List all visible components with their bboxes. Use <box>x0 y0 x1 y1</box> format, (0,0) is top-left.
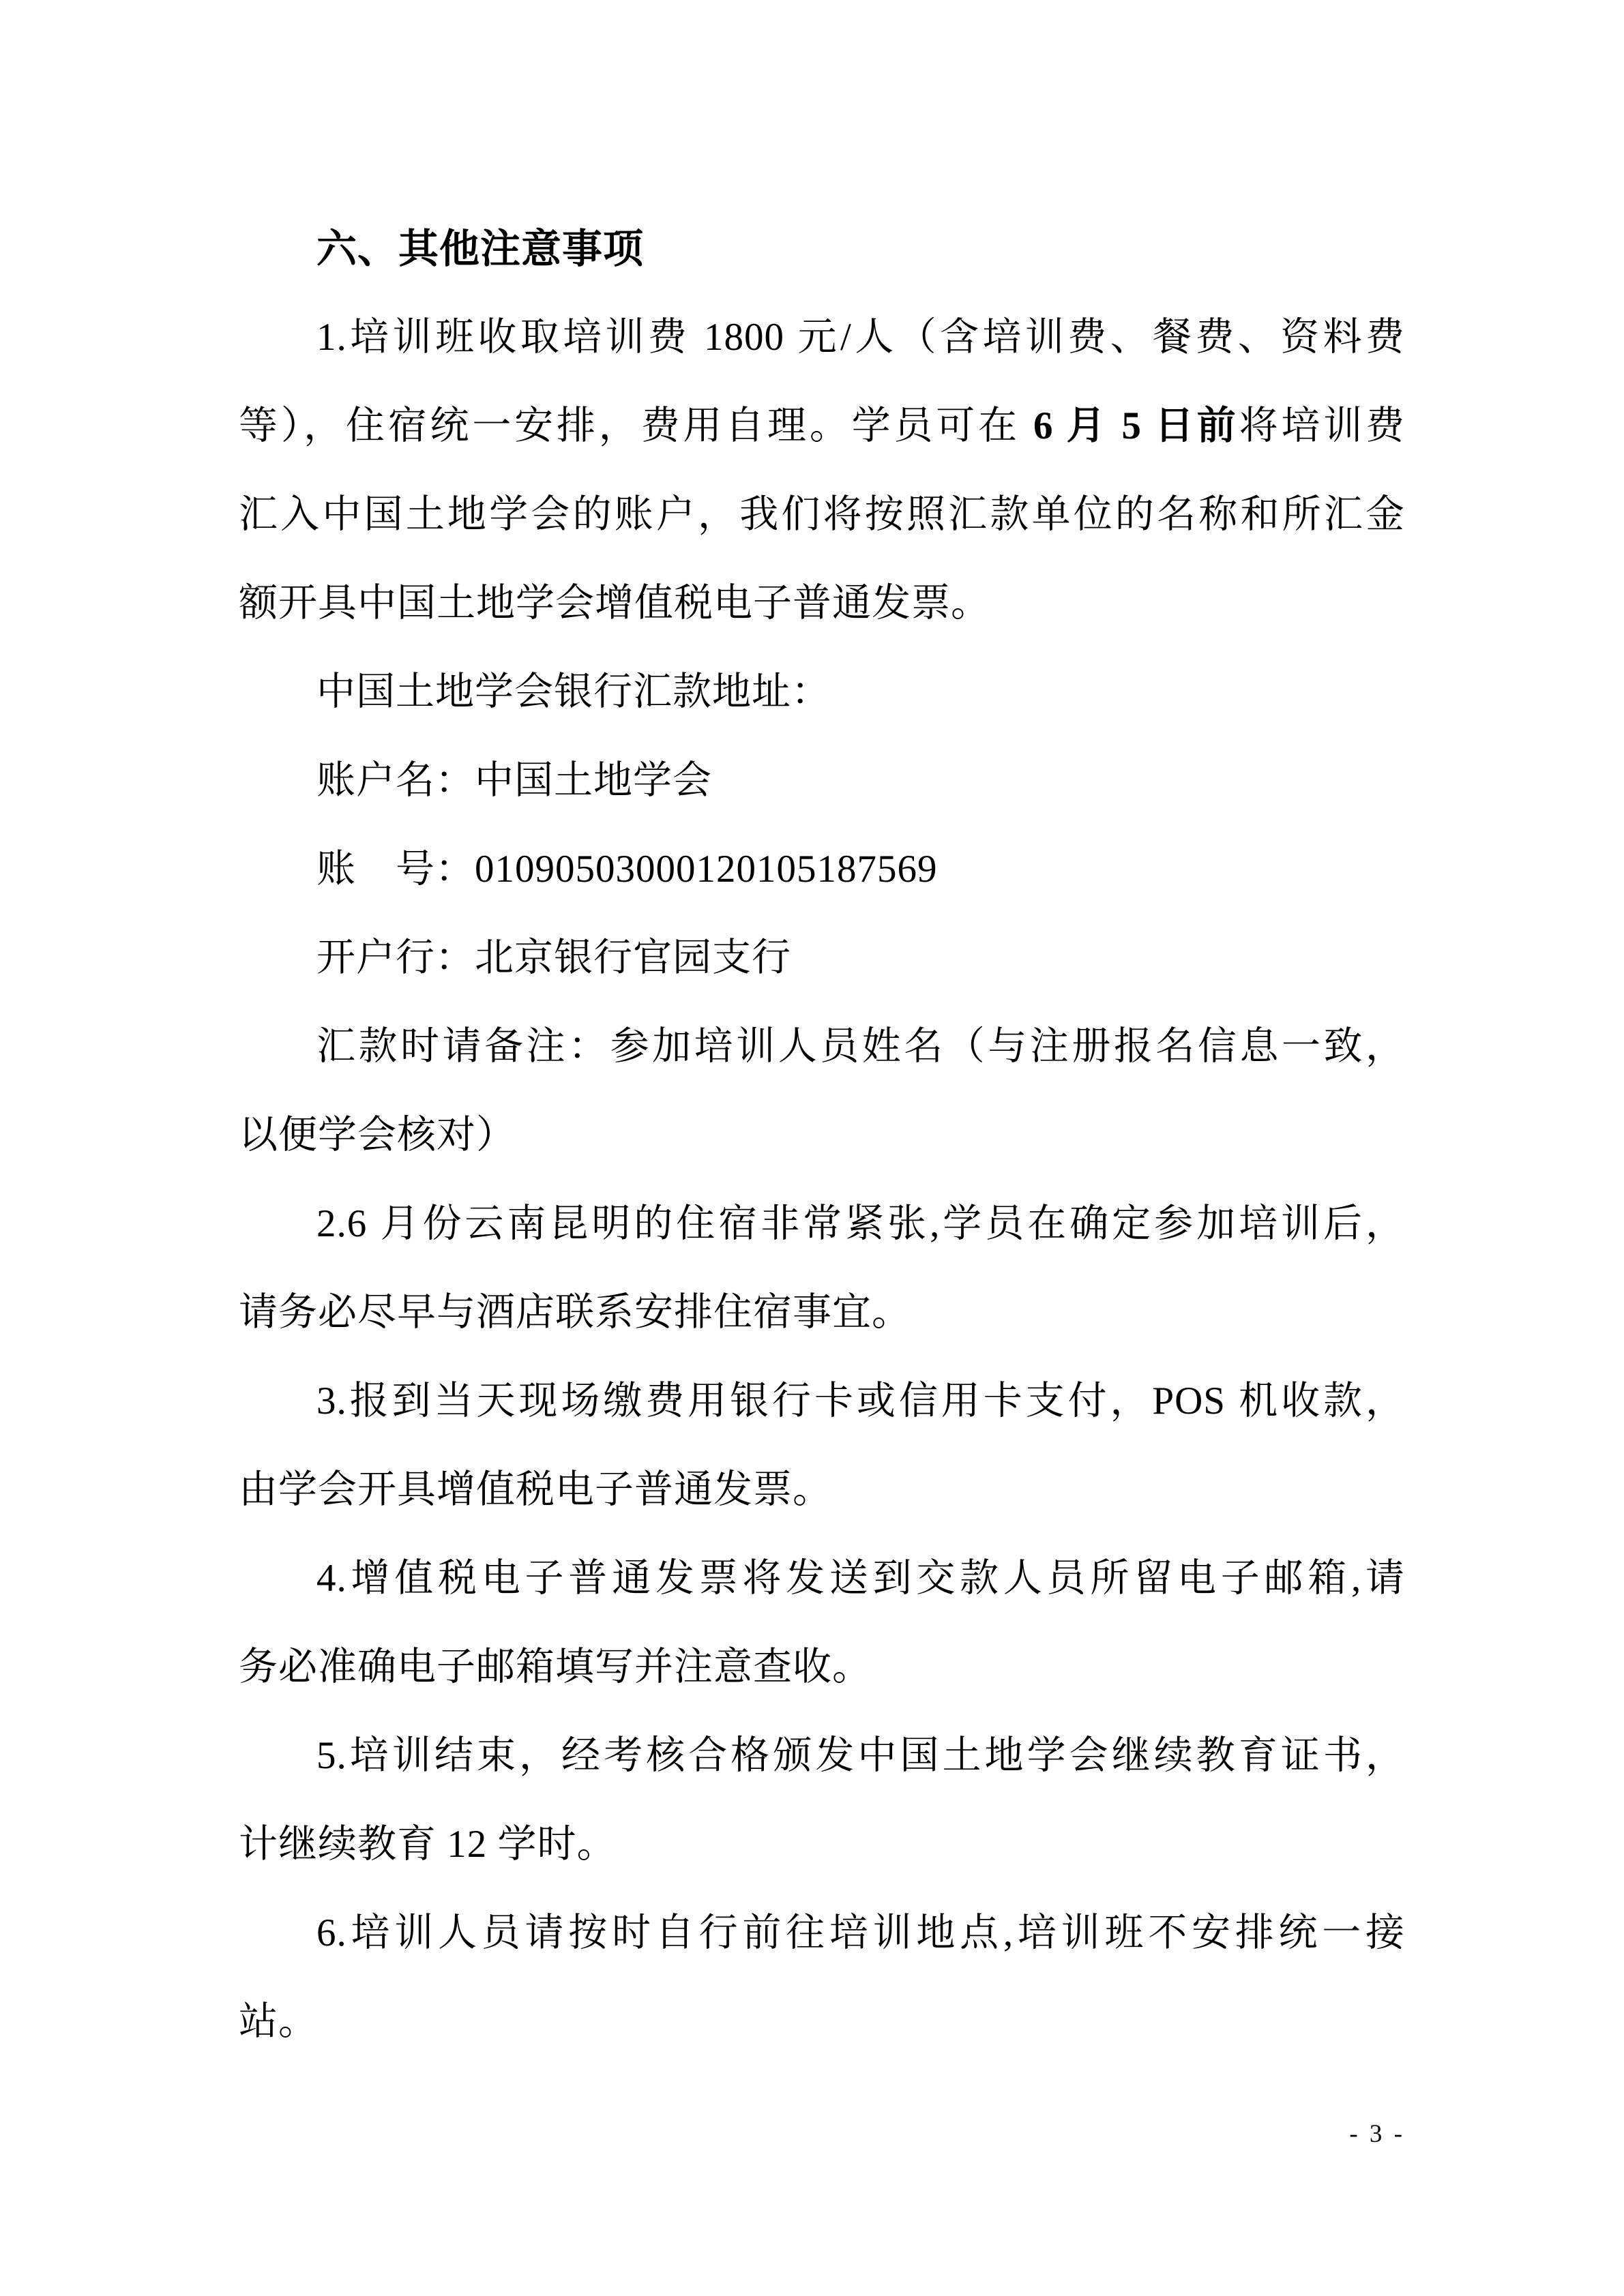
text-segment: 账 号：01090503000120105187569 <box>316 848 938 891</box>
text-segment: 额开具中国土地学会增值税电子普通发票。 <box>239 582 990 625</box>
text-segment: 1.培训班收取培训费 1800 元/人（含培训费、餐费、资料费 <box>316 316 1405 359</box>
text-segment: 等），住宿统一安排，费用自理。学员可在 <box>239 404 1033 447</box>
text-line <box>239 382 1405 471</box>
document-body <box>239 205 1405 2066</box>
text-segment: 将培训费 <box>1239 404 1406 447</box>
text-segment: 以便学会核对） <box>239 1114 516 1157</box>
text-segment: 6.培训人员请按时自行前往培训地点,培训班不安排统一接 <box>316 1911 1405 1954</box>
text-line <box>239 1357 1405 1446</box>
text-line <box>239 1712 1405 1800</box>
text-line <box>239 471 1405 559</box>
bold-text-segment: 6 月 5 日前 <box>1033 404 1239 447</box>
text-segment: 汇入中国土地学会的账户，我们将按照汇款单位的名称和所汇金 <box>239 493 1405 536</box>
text-line <box>239 648 1405 736</box>
text-segment: 账户名：中国土地学会 <box>316 759 712 802</box>
text-line <box>239 1180 1405 1268</box>
section-heading: 六、其他注意事项 <box>316 226 645 271</box>
text-segment: 2.6 月份云南昆明的住宿非常紧张,学员在确定参加培训后， <box>316 1202 1405 1245</box>
text-segment: 3.报到当天现场缴费用银行卡或信用卡支付，POS 机收款， <box>316 1380 1405 1422</box>
text-line <box>239 1889 1405 1978</box>
text-line <box>239 736 1405 825</box>
text-segment: 请务必尽早与酒店联系安排住宿事宜。 <box>239 1291 911 1334</box>
text-line <box>239 1978 1405 2066</box>
text-segment: 务必准确电子邮箱填写并注意查收。 <box>239 1645 872 1688</box>
text-line <box>239 1002 1405 1091</box>
text-line <box>239 1800 1405 1889</box>
text-segment: 汇款时请备注：参加培训人员姓名（与注册报名信息一致， <box>316 1025 1405 1068</box>
text-line <box>239 914 1405 1002</box>
text-segment: 5.培训结束，经考核合格颁发中国土地学会继续教育证书， <box>316 1734 1405 1777</box>
text-segment: 站。 <box>239 2000 318 2043</box>
text-line <box>239 559 1405 648</box>
page-number: - 3 - <box>1349 2120 1405 2148</box>
text-line <box>239 1091 1405 1180</box>
text-segment: 4.增值税电子普通发票将发送到交款人员所留电子邮箱,请 <box>316 1557 1405 1600</box>
text-line <box>239 1446 1405 1534</box>
text-segment: 中国土地学会银行汇款地址： <box>316 670 831 713</box>
text-line <box>239 1534 1405 1623</box>
body-lines <box>239 293 1405 2066</box>
text-segment: 由学会开具增值税电子普通发票。 <box>239 1468 832 1511</box>
text-line <box>239 825 1405 914</box>
text-line <box>239 1268 1405 1357</box>
text-line <box>239 293 1405 382</box>
text-segment: 计继续教育 12 学时。 <box>239 1823 617 1866</box>
text-line <box>239 1623 1405 1712</box>
text-segment: 开户行：北京银行官园支行 <box>316 936 791 979</box>
